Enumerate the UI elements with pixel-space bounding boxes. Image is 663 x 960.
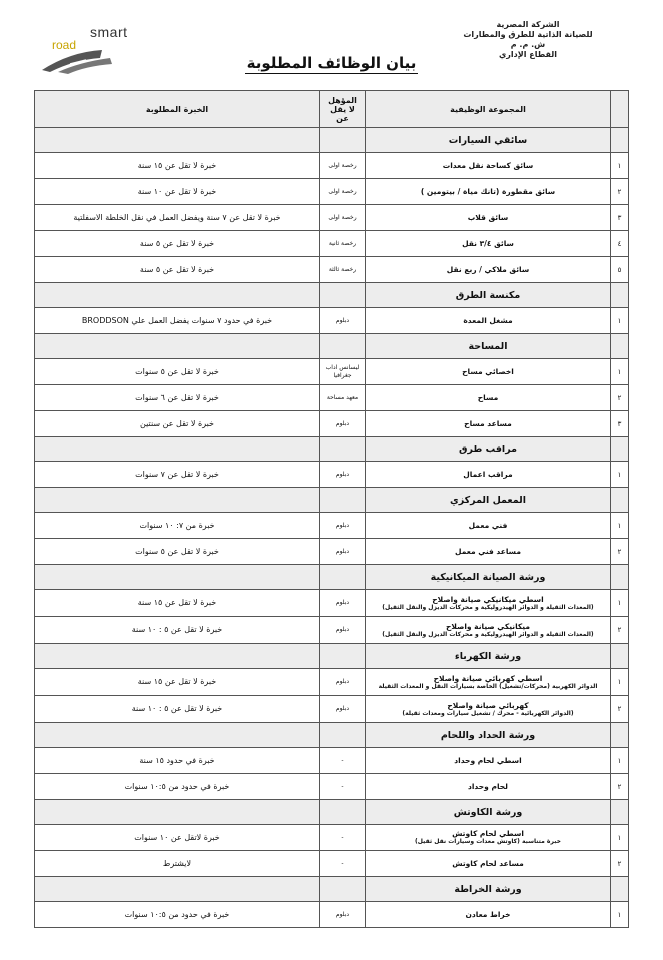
header-group: المجموعة الوظيفية	[366, 91, 611, 128]
job-row	[35, 179, 629, 205]
row-number: ٥	[611, 257, 629, 283]
qualification: دبلوم	[335, 419, 350, 427]
group-qual-cell	[320, 644, 366, 669]
job-row	[35, 696, 629, 723]
group-num-cell	[611, 283, 629, 308]
job-row	[35, 308, 629, 334]
jobs-table	[34, 90, 629, 928]
group-num-cell	[611, 334, 629, 359]
job-title-cell	[366, 696, 611, 723]
experience: خبرة لا تقل عن ٦ سنوات	[135, 392, 219, 402]
job-title: اسطي لحام وحداد	[454, 756, 522, 765]
group-title: المساحة	[366, 334, 611, 359]
qualification: -	[341, 756, 344, 764]
job-row	[35, 748, 629, 774]
job-title-cell	[366, 513, 611, 539]
experience: خبرة لاتقل عن ١٠ سنوات	[134, 832, 220, 842]
job-title-cell	[366, 179, 611, 205]
job-row	[35, 825, 629, 851]
row-number: ٢	[611, 617, 629, 644]
job-title-cell	[366, 308, 611, 334]
group-title: ورشة الكاوتش	[366, 800, 611, 825]
qualification-cell	[320, 205, 366, 231]
job-title-cell	[366, 617, 611, 644]
job-title: مشغل المعدة	[463, 316, 513, 325]
experience: خبرة لا تقل عن ٥ سنوات	[135, 546, 219, 556]
header-qualification: المؤهل لا يقل عن	[320, 91, 366, 128]
group-num-cell	[611, 128, 629, 153]
job-title-cell	[366, 153, 611, 179]
qualification-cell	[320, 902, 366, 928]
group-num-cell	[611, 437, 629, 462]
qualification: -	[341, 859, 344, 867]
job-row	[35, 590, 629, 617]
qualification-cell	[320, 539, 366, 565]
job-title: خراط معادن	[465, 910, 511, 919]
group-qual-cell	[320, 877, 366, 902]
qualification-cell	[320, 179, 366, 205]
experience-cell	[35, 590, 320, 617]
qualification: رخصة ثالثة	[328, 265, 357, 273]
row-number: ١	[611, 308, 629, 334]
job-row	[35, 513, 629, 539]
group-exp-cell	[35, 488, 320, 513]
company-line: الشركة المصرية	[496, 20, 560, 29]
row-number: ١	[611, 513, 629, 539]
job-title-cell	[366, 411, 611, 437]
group-title: ورشة الصيانة الميكانيكية	[366, 565, 611, 590]
group-exp-cell	[35, 128, 320, 153]
group-title: ورشة الحداد واللحام	[366, 723, 611, 748]
qualification-cell	[320, 231, 366, 257]
group-row	[35, 877, 629, 902]
qualification: رخصة ثانية	[328, 239, 357, 247]
row-number: ٢	[611, 774, 629, 800]
job-title-cell	[366, 205, 611, 231]
experience-cell	[35, 462, 320, 488]
qualification: ليسانس اداب	[325, 363, 360, 371]
job-title-cell	[366, 590, 611, 617]
group-num-cell	[611, 644, 629, 669]
job-title-cell	[366, 902, 611, 928]
experience-cell	[35, 153, 320, 179]
group-title: ورشة الخراطة	[366, 877, 611, 902]
qualification-cell	[320, 617, 366, 644]
experience: خبرة لا تقل عن ١٠ سنة	[137, 186, 217, 196]
job-title: كهربائي صيانة واصلاح	[447, 700, 529, 710]
row-number: ١	[611, 153, 629, 179]
group-exp-cell	[35, 800, 320, 825]
qualification: دبلوم	[335, 705, 350, 712]
group-row	[35, 723, 629, 748]
experience-cell	[35, 539, 320, 565]
qualification-cell	[320, 257, 366, 283]
job-title: لحام وحداد	[468, 782, 508, 791]
qualification: دبلوم	[335, 547, 350, 555]
job-title: اسطي ميكانيكي صيانة واصلاح	[432, 594, 544, 604]
jobs-table-body	[35, 128, 629, 928]
experience: خبرة لا تقل عن ٥ سنة	[139, 238, 215, 248]
job-row	[35, 411, 629, 437]
experience-cell	[35, 359, 320, 385]
job-title: سائق مقطورة (تانك مياة / بيتومين )	[420, 187, 556, 196]
qualification-cell	[320, 696, 366, 723]
row-number: ٢	[611, 179, 629, 205]
experience-cell	[35, 179, 320, 205]
experience: خبرة لا تقل عن ١٥ سنة	[137, 160, 217, 170]
row-number: ١	[611, 669, 629, 696]
experience-cell	[35, 411, 320, 437]
experience: خبرة لا تقل عن ٥ سنوات	[135, 366, 219, 376]
experience-cell	[35, 257, 320, 283]
experience-cell	[35, 385, 320, 411]
group-exp-cell	[35, 565, 320, 590]
group-row	[35, 437, 629, 462]
job-title-cell	[366, 462, 611, 488]
qualification: -	[341, 782, 344, 790]
qualification-cell	[320, 851, 366, 877]
experience-cell	[35, 308, 320, 334]
job-title: مراقب اعمال	[463, 470, 513, 479]
job-title: سائق قلاب	[467, 213, 509, 222]
group-row	[35, 488, 629, 513]
job-title-cell	[366, 825, 611, 851]
job-title-cell	[366, 774, 611, 800]
job-row	[35, 902, 629, 928]
group-qual-cell	[320, 128, 366, 153]
row-number: ١	[611, 748, 629, 774]
qualification-cell	[320, 359, 366, 385]
qualification-cell	[320, 462, 366, 488]
job-detail: (الدوائر الكهربائية - محرك / تشغيل سيارات ومعدات ثقيلة)	[402, 709, 574, 717]
job-title-cell	[366, 539, 611, 565]
job-detail: الدوائر الكهربية (محركات/تشغيل) الخاصة بسيارات النقل و المعدات الثقيلة	[378, 682, 598, 690]
qualification-cell	[320, 385, 366, 411]
qualification: رخصة اولى	[328, 213, 357, 221]
group-qual-cell	[320, 723, 366, 748]
job-row	[35, 774, 629, 800]
group-exp-cell	[35, 877, 320, 902]
job-title-cell	[366, 359, 611, 385]
experience: خبرة في حدود ١٥ سنة	[139, 755, 215, 765]
row-number: ٢	[611, 539, 629, 565]
row-number: ٢	[611, 385, 629, 411]
experience: خبرة لا تقل عن ٥ سنة	[139, 264, 215, 274]
qualification: دبلوم	[335, 678, 350, 685]
job-title-cell	[366, 231, 611, 257]
row-number: ١	[611, 590, 629, 617]
qualification-cell	[320, 411, 366, 437]
job-title: مساعد لحام كاوتش	[452, 859, 524, 868]
qualification-cell	[320, 748, 366, 774]
experience-cell	[35, 825, 320, 851]
qualification: دبلوم	[335, 316, 350, 324]
job-title: ميكانيكي صيانة واصلاح	[445, 621, 530, 631]
qualification-cell	[320, 513, 366, 539]
group-exp-cell	[35, 644, 320, 669]
experience-cell	[35, 774, 320, 800]
group-title: المعمل المركزي	[366, 488, 611, 513]
qualification-cell	[320, 308, 366, 334]
job-title: سائق ملاكي / ربع نقل	[446, 265, 530, 274]
group-qual-cell	[320, 565, 366, 590]
experience: خبرة لا تقل عن ٧ سنة ويفضل العمل في نقل الخلطة الاسفلتية	[73, 212, 281, 222]
row-number: ٢	[611, 696, 629, 723]
row-number: ١	[611, 902, 629, 928]
qualification-cell	[320, 774, 366, 800]
job-title: اسطي لحام كاوتش	[452, 829, 524, 838]
experience: لايشترط	[162, 858, 192, 868]
job-title-cell	[366, 748, 611, 774]
group-qual-cell	[320, 283, 366, 308]
header-experience: الخبرة المطلوبة	[35, 91, 320, 128]
row-number: ١	[611, 462, 629, 488]
experience: خبرة لا تقل عن سنتين	[140, 418, 214, 428]
qualification: جغرافيا	[333, 371, 352, 379]
job-row	[35, 617, 629, 644]
experience-cell	[35, 669, 320, 696]
job-title: اسطي كهربائي صيانة واصلاح	[433, 673, 543, 683]
qualification: دبلوم	[335, 470, 350, 478]
qualification: دبلوم	[335, 599, 350, 606]
group-qual-cell	[320, 800, 366, 825]
group-num-cell	[611, 723, 629, 748]
group-exp-cell	[35, 723, 320, 748]
job-detail: (المعدات الثقيلة و الدوائر الهيدروليكية و محركات الديزل والنقل الثقيل)	[382, 630, 594, 638]
job-row	[35, 257, 629, 283]
page-title: بيان الوظائف المطلوبة	[246, 54, 417, 72]
group-qual-cell	[320, 334, 366, 359]
group-exp-cell	[35, 334, 320, 359]
job-title: سائق كساحة نقل معدات	[442, 161, 534, 170]
job-title-cell	[366, 851, 611, 877]
row-number: ١	[611, 825, 629, 851]
group-title: سائقي السيارات	[366, 128, 611, 153]
experience: خبرة لا تقل عن ١٥ سنة	[137, 598, 217, 607]
experience-cell	[35, 231, 320, 257]
experience-cell	[35, 205, 320, 231]
job-row	[35, 539, 629, 565]
row-number: ١	[611, 359, 629, 385]
header-num	[611, 91, 629, 128]
job-title-cell	[366, 669, 611, 696]
experience: خبرة لا تقل عن ٥ : ١٠ سنة	[131, 625, 223, 634]
qualification: دبلوم	[335, 910, 350, 918]
job-row	[35, 153, 629, 179]
group-row	[35, 283, 629, 308]
company-line: ش. م. م	[510, 40, 546, 49]
group-row	[35, 644, 629, 669]
group-exp-cell	[35, 437, 320, 462]
experience-cell	[35, 617, 320, 644]
experience-cell	[35, 696, 320, 723]
group-row	[35, 800, 629, 825]
group-row	[35, 128, 629, 153]
job-title-cell	[366, 385, 611, 411]
experience: خبرة لا تقل عن ١٥ سنة	[137, 677, 217, 686]
qualification: معهد مساحة	[326, 393, 359, 401]
qualification: دبلوم	[335, 521, 350, 529]
logo-sub: road	[52, 38, 77, 52]
group-title: مراقب طرق	[366, 437, 611, 462]
experience-cell	[35, 513, 320, 539]
group-num-cell	[611, 800, 629, 825]
qualification-cell	[320, 590, 366, 617]
company-line: القطاع الإداري	[498, 50, 558, 59]
experience: خبرة في حدود من ١٠:٥ سنوات	[124, 909, 230, 919]
job-title: مساعد فني معمل	[455, 547, 521, 556]
qualification-cell	[320, 669, 366, 696]
qualification: رخصة اولى	[328, 161, 357, 169]
job-title: مساح	[477, 393, 499, 402]
group-qual-cell	[320, 488, 366, 513]
group-num-cell	[611, 488, 629, 513]
job-detail: خبرة متناسبة (كاوتش معدات وسيارات نقل ثقيل)	[415, 838, 561, 845]
job-row	[35, 669, 629, 696]
group-title: ورشة الكهرباء	[366, 644, 611, 669]
experience: خبرة لا تقل عن ٧ سنوات	[135, 469, 219, 479]
job-row	[35, 385, 629, 411]
job-detail: (المعدات الثقيلة و الدوائر الهيدروليكية و محركات الديزل والنقل الثقيل)	[382, 603, 594, 611]
row-number: ٤	[611, 231, 629, 257]
experience-cell	[35, 851, 320, 877]
qualification-cell	[320, 153, 366, 179]
group-num-cell	[611, 877, 629, 902]
job-title-cell	[366, 257, 611, 283]
job-row	[35, 359, 629, 385]
qualification: رخصة اولى	[328, 187, 357, 195]
row-number: ٣	[611, 411, 629, 437]
experience: خبرة في حدود ٧ سنوات يفضل العمل علي BRODDSON	[81, 315, 273, 325]
group-row	[35, 334, 629, 359]
row-number: ٢	[611, 851, 629, 877]
job-row	[35, 462, 629, 488]
experience-cell	[35, 748, 320, 774]
group-row	[35, 565, 629, 590]
experience: خبرة في حدود من ١٠:٥ سنوات	[124, 781, 230, 791]
qualification-cell	[320, 825, 366, 851]
row-number: ٣	[611, 205, 629, 231]
qualification: -	[341, 833, 344, 841]
table-header-row	[35, 91, 629, 128]
experience: خبرة لا تقل عن ٥ : ١٠ سنة	[131, 704, 223, 713]
job-title: مساعد مساح	[464, 419, 512, 428]
group-num-cell	[611, 565, 629, 590]
experience-cell	[35, 902, 320, 928]
job-title: سائق ٣/٤ نقل	[462, 239, 514, 248]
job-row	[35, 851, 629, 877]
group-qual-cell	[320, 437, 366, 462]
job-row	[35, 231, 629, 257]
job-title: اخصائي مساح	[462, 367, 514, 376]
group-exp-cell	[35, 283, 320, 308]
job-title: فني معمل	[468, 521, 508, 530]
job-row	[35, 205, 629, 231]
company-line: للصيانة الذاتية للطرق والمطارات	[463, 30, 593, 39]
logo-brand: smart	[90, 24, 128, 40]
group-title: مكنسة الطرق	[366, 283, 611, 308]
qualification: دبلوم	[335, 626, 350, 633]
experience: خبرة من ٧: ١٠ سنوات	[139, 520, 215, 530]
